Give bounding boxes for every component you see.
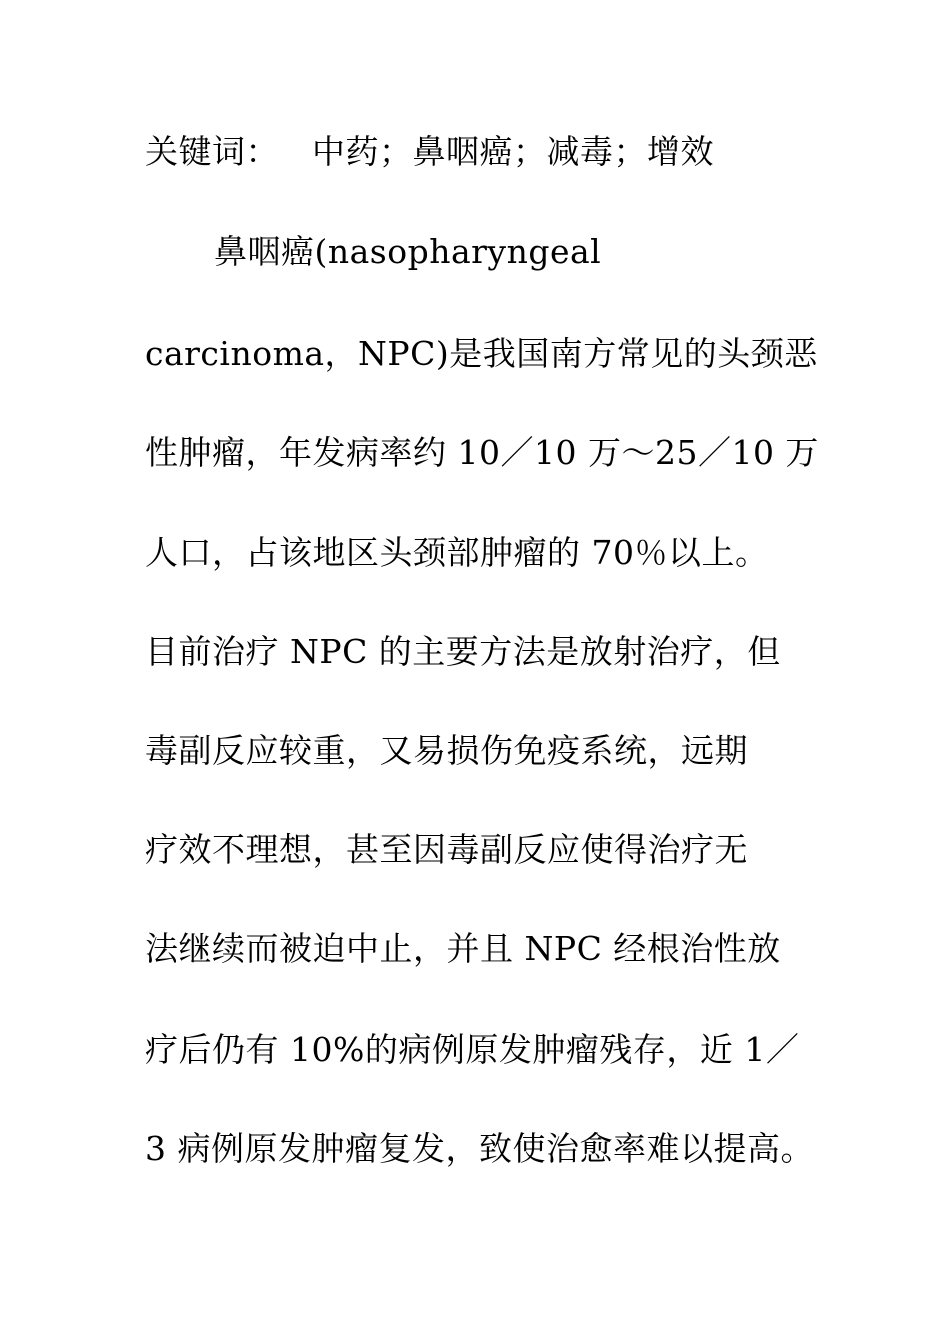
- paragraph-line: 法继续而被迫中止，并且 NPC 经根治性放: [145, 929, 781, 968]
- paragraph-line: 人口，占该地区头颈部肿瘤的 70％以上。: [145, 533, 769, 572]
- paragraph-line: carcinoma，NPC)是我国南方常见的头颈恶: [145, 334, 818, 373]
- paragraph-line: 疗后仍有 10%的病例原发肿瘤残存，近 1／: [145, 1030, 800, 1069]
- keywords-label: 关键词：: [145, 132, 279, 171]
- paragraph-line: 3 病例原发肿瘤复发，致使治愈率难以提高。: [145, 1129, 814, 1168]
- paragraph-line: 毒副反应较重，又易损伤免疫系统，远期: [145, 731, 748, 770]
- keywords-terms: 中药；鼻咽癌；减毒；增效: [312, 132, 714, 171]
- paragraph-line: 性肿瘤，年发病率约 10／10 万～25／10 万: [145, 433, 819, 472]
- paragraph-line: 鼻咽癌(nasopharyngeal: [214, 232, 602, 271]
- paragraph-line: 疗效不理想，甚至因毒副反应使得治疗无: [145, 830, 748, 869]
- paragraph-line: 目前治疗 NPC 的主要方法是放射治疗，但: [145, 632, 781, 671]
- keywords-line: [145, 132, 714, 172]
